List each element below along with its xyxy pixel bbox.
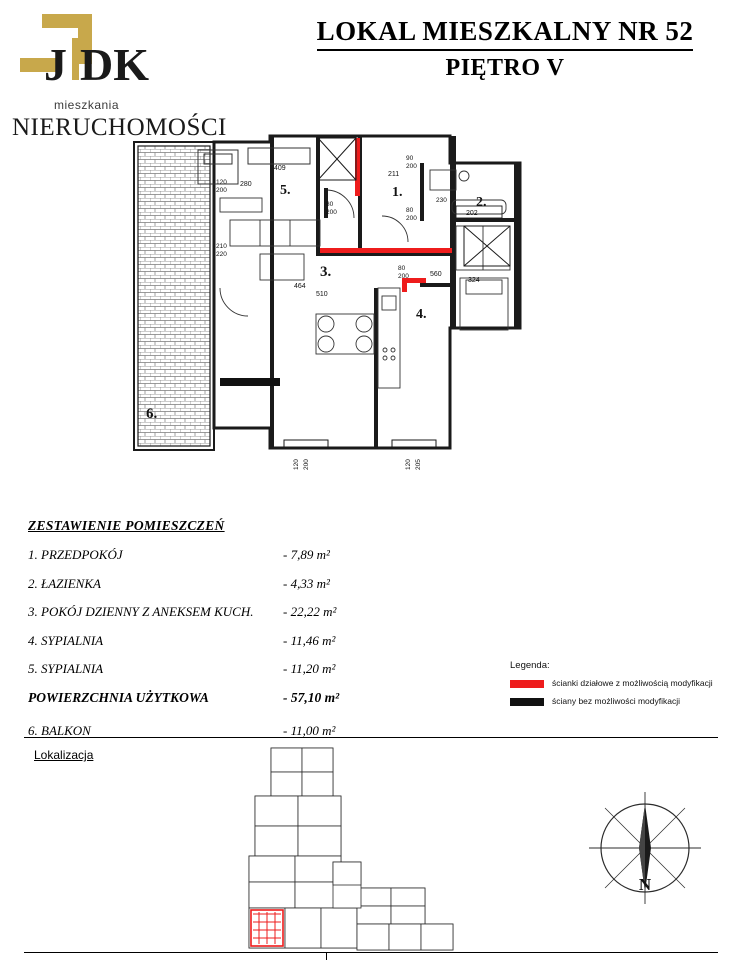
- room-area: - 22,22 m²: [283, 604, 337, 619]
- svg-text:80: 80: [326, 201, 334, 208]
- svg-text:560: 560: [430, 271, 442, 278]
- company-logo: [10, 10, 265, 141]
- balcony-label: 6. BALKON: [28, 722, 91, 738]
- logo-subtitle: mieszkania: [54, 98, 120, 112]
- svg-text:4.: 4.: [416, 307, 427, 322]
- schedule-total-row: [28, 690, 458, 706]
- key-plan-drawing: [225, 742, 495, 954]
- schedule-row: [28, 547, 458, 563]
- svg-text:90: 90: [406, 155, 414, 162]
- svg-text:205: 205: [415, 459, 422, 470]
- room-label: 1. PRZEDPOKÓJ: [28, 547, 123, 562]
- building-key-plan: [225, 742, 495, 954]
- room-area: - 11,46 m²: [283, 632, 336, 648]
- room-area: - 4,33 m²: [283, 575, 330, 591]
- svg-text:230: 230: [436, 197, 447, 204]
- title-apartment-number: LOKAL MIESZKALNY NR 52: [317, 16, 694, 51]
- svg-text:3.: 3.: [320, 264, 332, 280]
- svg-text:120: 120: [405, 459, 412, 470]
- svg-text:120: 120: [216, 179, 227, 186]
- compass-rose: [585, 790, 705, 910]
- svg-text:409: 409: [274, 165, 286, 172]
- legend-swatch-black: [510, 698, 544, 706]
- localization-label: Lokalizacja: [34, 748, 94, 762]
- svg-text:200: 200: [303, 459, 310, 470]
- legend-item-label: ścianki działowe z możliwością modyfikacji: [552, 678, 713, 688]
- room-label: 3. POKÓJ DZIENNY Z ANEKSEM KUCH.: [28, 604, 254, 619]
- room-area: - 7,89 m²: [283, 547, 330, 562]
- svg-text:5.: 5.: [280, 183, 291, 198]
- room-label: 2. ŁAZIENKA: [28, 575, 101, 591]
- logo-mark-icon: [14, 12, 194, 92]
- schedule-row: [28, 661, 458, 677]
- svg-text:6.: 6.: [146, 406, 158, 422]
- section-divider: [24, 737, 718, 738]
- svg-text:202: 202: [466, 210, 478, 217]
- svg-text:DK: DK: [80, 39, 149, 90]
- legend: [510, 660, 730, 713]
- svg-text:80: 80: [406, 207, 414, 214]
- svg-text:J: J: [44, 39, 67, 90]
- svg-text:200: 200: [398, 273, 409, 280]
- svg-text:80: 80: [398, 265, 406, 272]
- svg-text:210: 210: [216, 243, 227, 250]
- svg-text:200: 200: [406, 215, 417, 222]
- legend-title: Legenda:: [510, 660, 550, 671]
- legend-item: [510, 696, 730, 707]
- room-label: 4. SYPIALNIA: [28, 632, 104, 648]
- floor-plan: [120, 128, 650, 473]
- schedule-row: [28, 633, 458, 649]
- legend-item-label: ściany bez możliwości modyfikacji: [552, 695, 681, 706]
- svg-text:200: 200: [216, 187, 227, 194]
- logo-title: NIERUCHOMOŚCI: [12, 114, 227, 141]
- footer-tick: [326, 952, 327, 960]
- svg-text:200: 200: [406, 163, 417, 170]
- svg-text:1.: 1.: [392, 185, 403, 200]
- svg-text:211: 211: [388, 171, 400, 178]
- svg-text:220: 220: [216, 251, 227, 258]
- schedule-row: [28, 604, 458, 620]
- legend-swatch-red: [510, 680, 544, 688]
- svg-text:280: 280: [240, 181, 252, 188]
- footer-divider: [24, 952, 718, 953]
- page-title: [280, 16, 730, 82]
- compass-north-label: N: [638, 875, 652, 894]
- legend-item: [510, 678, 730, 689]
- svg-text:510: 510: [316, 291, 328, 298]
- schedule-title: ZESTAWIENIE POMIESZCZEŃ: [28, 518, 225, 533]
- total-label: POWIERZCHNIA UŻYTKOWA: [28, 689, 209, 705]
- room-schedule: [28, 518, 458, 751]
- balcony-area: - 11,00 m²: [283, 722, 336, 738]
- room-label: 5. SYPIALNIA: [28, 661, 104, 676]
- room-area: - 11,20 m²: [283, 661, 336, 676]
- compass-icon: [585, 790, 705, 910]
- title-floor: PIĘTRO V: [445, 55, 565, 81]
- schedule-row: [28, 576, 458, 592]
- svg-text:2.: 2.: [476, 195, 487, 210]
- svg-text:324: 324: [468, 277, 480, 284]
- floor-plan-drawing: [120, 128, 650, 473]
- svg-text:464: 464: [294, 283, 306, 290]
- svg-text:120: 120: [293, 459, 300, 470]
- total-area: - 57,10 m²: [283, 689, 340, 705]
- svg-text:200: 200: [326, 209, 337, 216]
